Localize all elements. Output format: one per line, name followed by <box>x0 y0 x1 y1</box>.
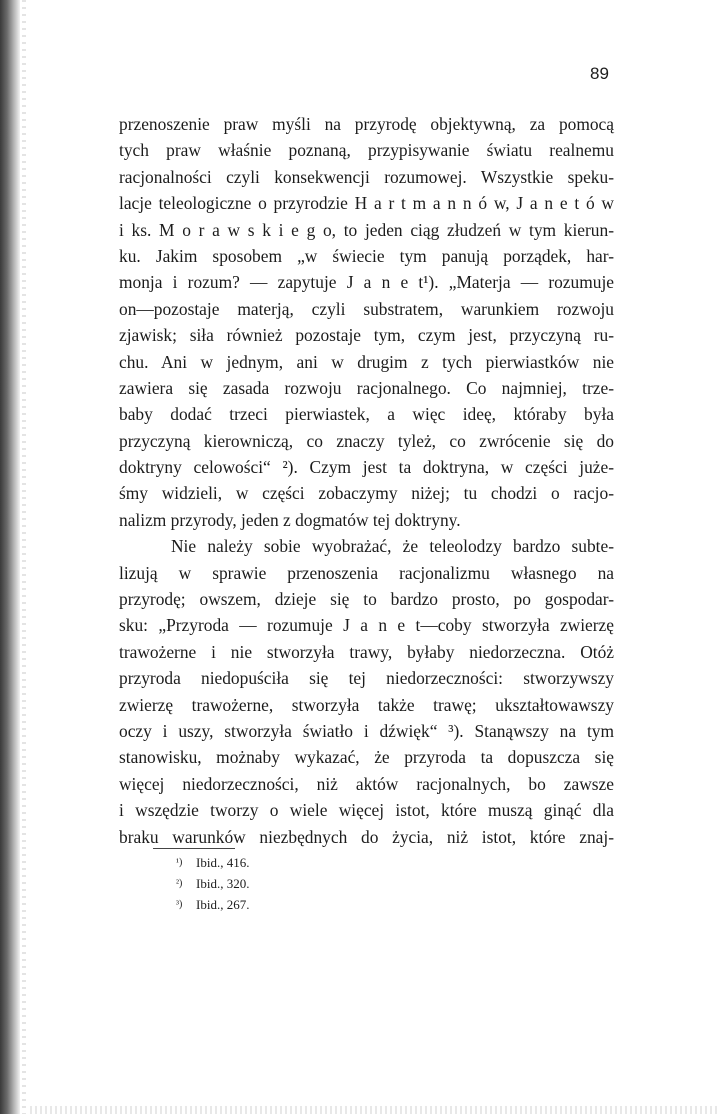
paragraph-start-line: Nie należy sobie wyobrażać, że teleolodzy bardzo subte- <box>171 536 614 557</box>
footnote-text: Ibid., 267. <box>196 897 250 912</box>
text-line: lacje teleologiczne o przyrodzie H a r t m a n n ó w, J a n e t ó w <box>119 193 614 214</box>
text-line: trawożerne i nie stworzyła trawy, byłaby niedorzeczna. Otóż <box>119 641 614 662</box>
text-line: chu. Ani w jednym, ani w drugim z tych pierwiastków nie <box>119 351 614 372</box>
text-line: śmy widzieli, w części zobaczymy niżej; tu chodzi o racjo- <box>119 483 614 504</box>
bottom-edge-texture <box>30 1106 720 1114</box>
text-line: przyrodę; owszem, dzieje się to bardzo prosto, po gospodar- <box>119 589 614 610</box>
body-text <box>119 111 614 850</box>
text-line: i ks. M o r a w s k i e g o, to jeden ciąg złudzeń w tym kierun- <box>119 219 614 240</box>
text-line: przyczyną kierowniczą, co znaczy tyleż, co zwrócenie się do <box>119 430 614 451</box>
footnote <box>176 894 249 915</box>
text-line: braku warunków niezbędnych do życia, niż istot, które znaj- <box>119 826 614 847</box>
text-line: przenoszenie praw myśli na przyrodę objektywną, za pomocą <box>119 114 614 134</box>
text-line: sku: „Przyroda — rozumuje J a n e t—coby stworzyła zwierzę <box>119 615 614 636</box>
footnote-mark: ¹) <box>176 857 183 868</box>
text-line: racjonalności czyli konsekwencji rozumowej. Wszystkie speku- <box>119 166 614 187</box>
book-spine-shadow <box>0 0 20 1114</box>
footnotes <box>176 852 249 915</box>
footnote <box>176 873 249 894</box>
footnote-mark: ²) <box>176 878 183 889</box>
footnote <box>176 852 249 873</box>
text-line: on—pozostaje materją, czyli substratem, warunkiem rozwoju <box>119 298 614 319</box>
text-line: stanowisku, możnaby wykazać, że przyroda ta dopuszcza się <box>119 747 614 768</box>
text-line: lizują w sprawie przenoszenia racjonalizmu własnego na <box>119 562 614 583</box>
paragraph-end-line: nalizm przyrody, jeden z dogmatów tej doktryny. <box>119 509 461 530</box>
footnote-text: Ibid., 320. <box>196 876 250 891</box>
text-line: zwierzę trawożerne, stworzyła także trawę; ukształtowawszy <box>119 694 614 715</box>
text-line: tych praw właśnie poznaną, przypisywanie światu realnemu <box>119 140 614 161</box>
text-line: oczy i uszy, stworzyła światło i dźwięk“ ³). Stanąwszy na tym <box>119 720 614 741</box>
text-line: monja i rozum? — zapytuje J a n e t¹). „Materja — rozumuje <box>119 272 614 293</box>
text-line: i wszędzie tworzy o wiele więcej istot, które muszą ginąć dla <box>119 800 614 821</box>
footnote-text: Ibid., 416. <box>196 855 250 870</box>
footnote-mark: ³) <box>176 899 183 910</box>
text-line: przyroda niedopuściła się tej niedorzeczności: stworzywszy <box>119 668 614 689</box>
text-line: doktryny celowości“ ²). Czym jest ta doktryna, w części juże- <box>119 457 614 478</box>
text-line: baby dodać trzeci pierwiastek, a więc ideę, któraby była <box>119 404 614 425</box>
text-line: zawiera się zasada rozwoju racjonalnego. Co najmniej, trze- <box>119 377 614 398</box>
spine-edge-texture <box>22 0 26 1114</box>
footnote-separator <box>153 848 235 849</box>
text-line: ku. Jakim sposobem „w świecie tym panują porządek, har- <box>119 245 614 266</box>
page-number: 89 <box>590 64 609 83</box>
text-line: więcej niedorzeczności, niż aktów racjonalnych, bo zawsze <box>119 773 614 794</box>
text-line: zjawisk; siła również pozostaje tym, czym jest, przyczyną ru- <box>119 325 614 346</box>
